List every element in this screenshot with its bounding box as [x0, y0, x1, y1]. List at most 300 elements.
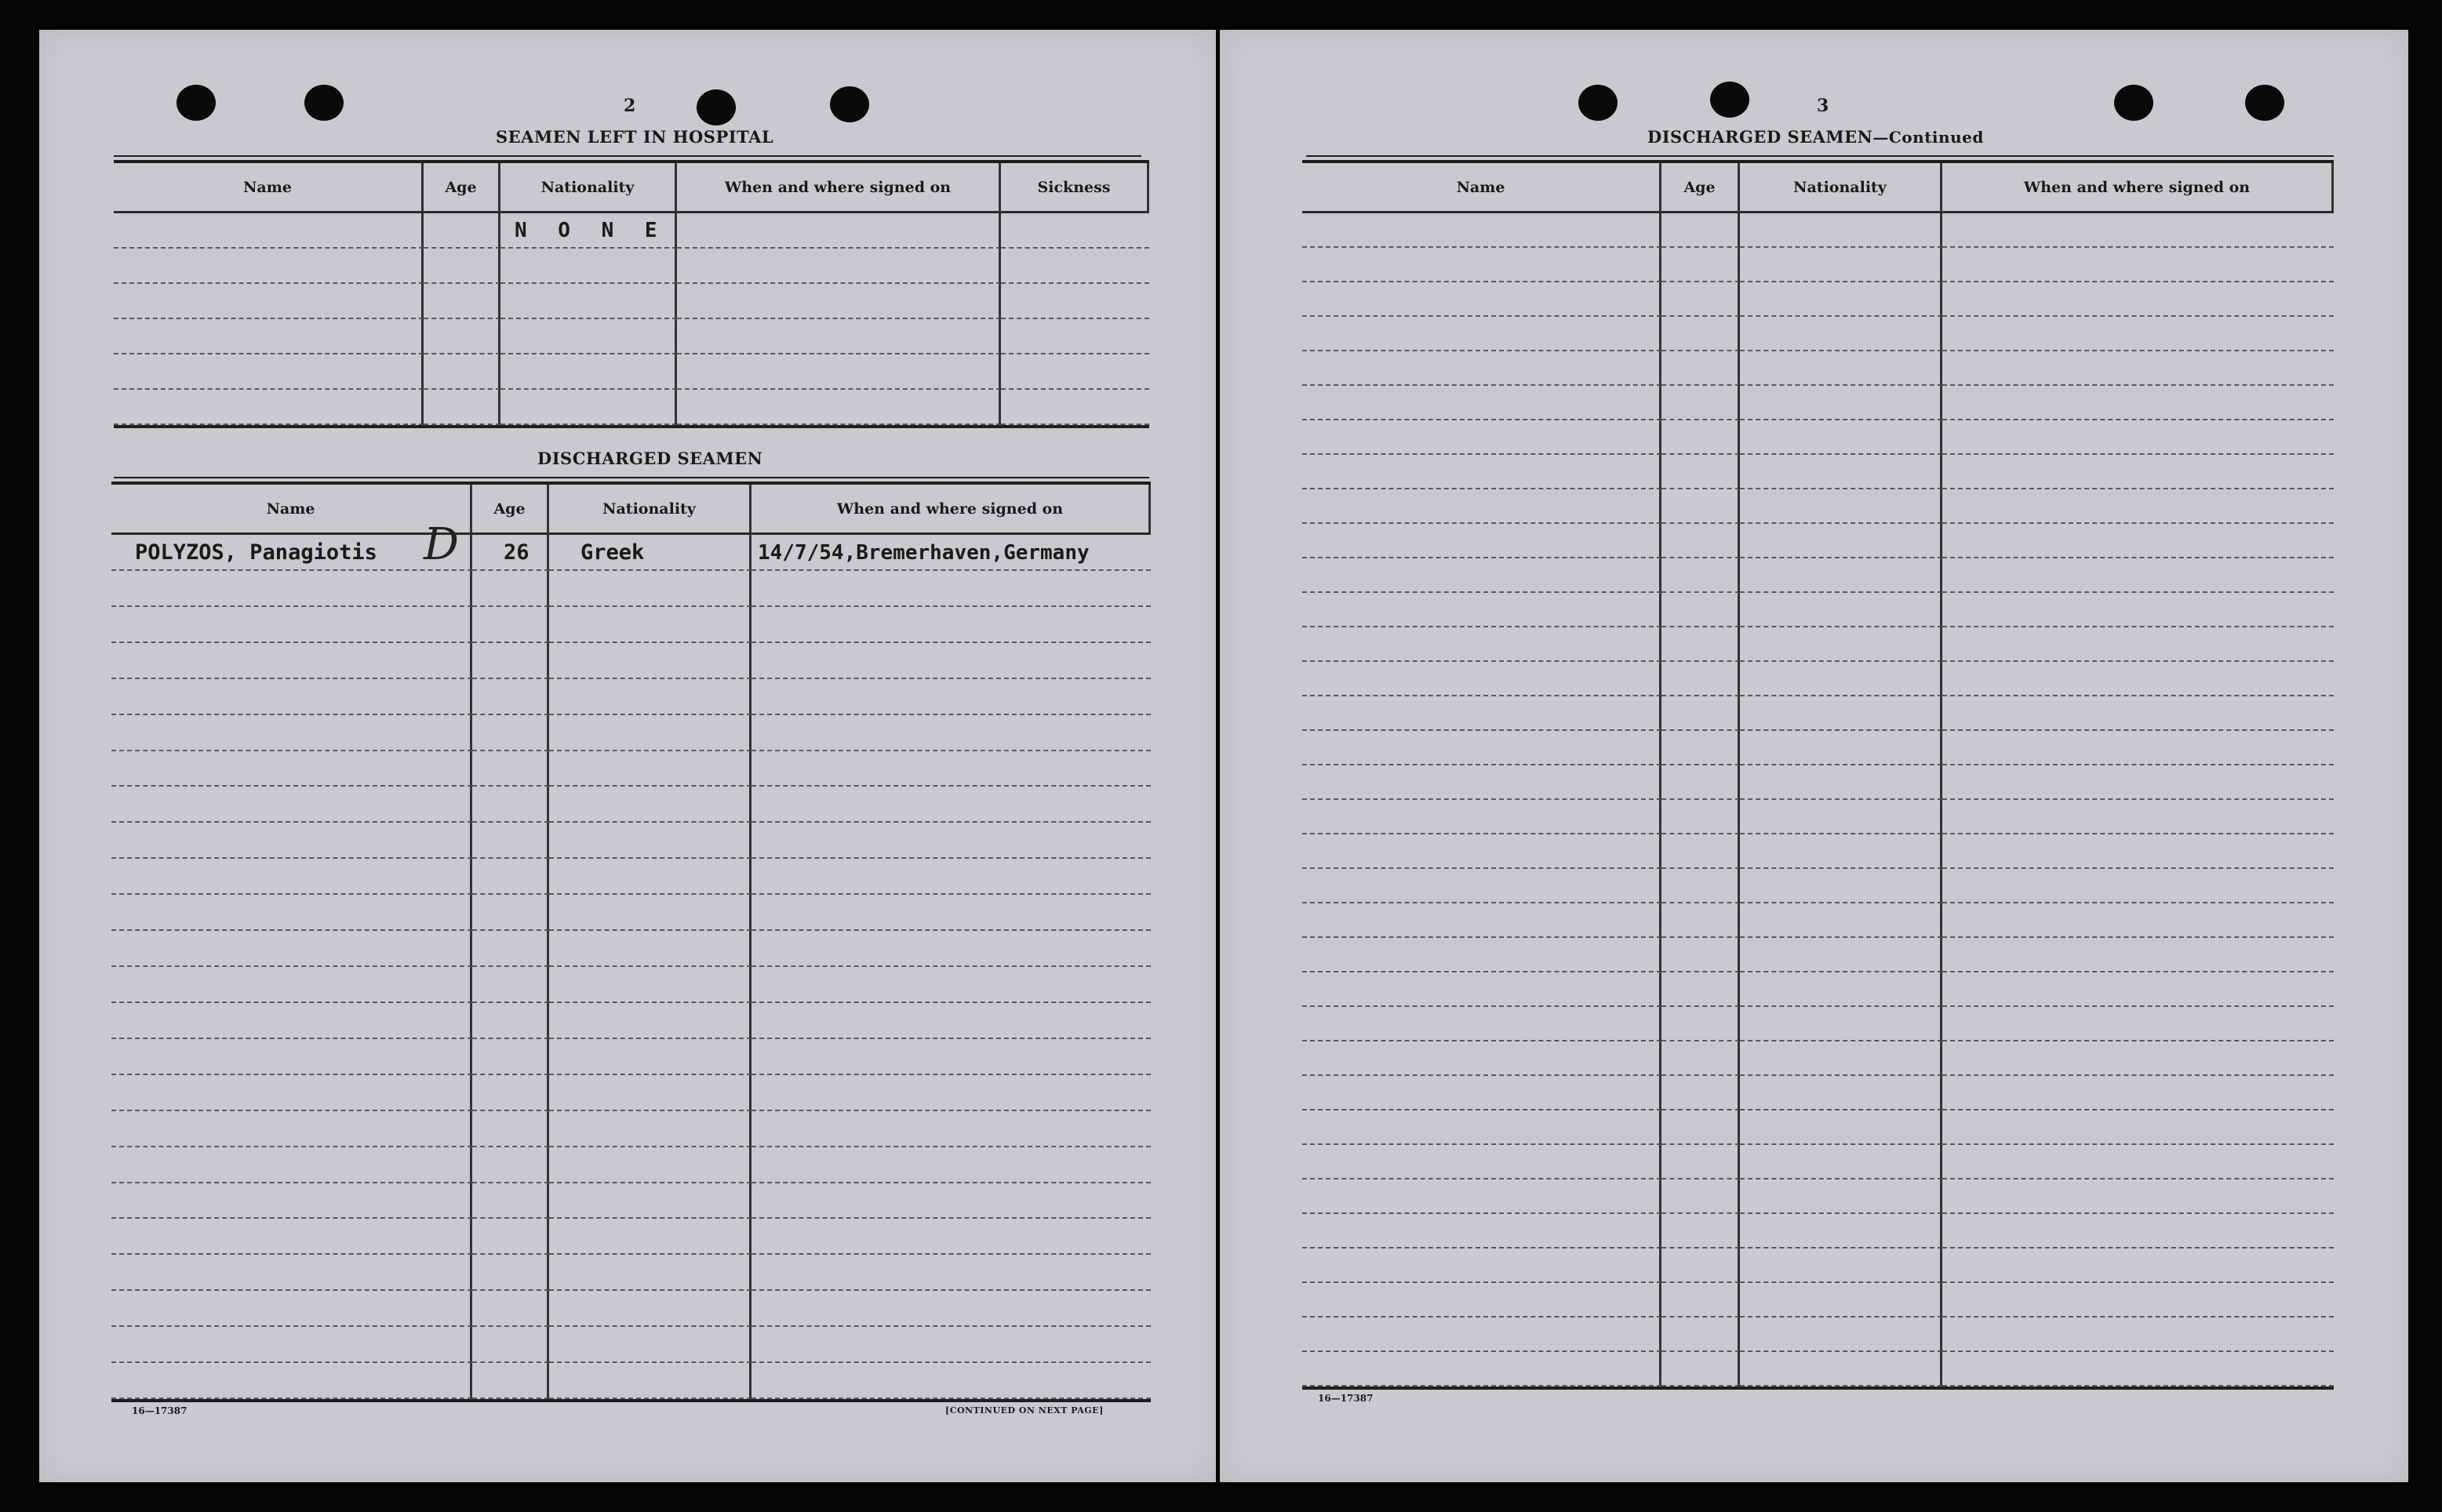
table-cell: [424, 390, 500, 425]
table-cell: [1302, 593, 1661, 627]
table-cell: [752, 1111, 1151, 1147]
seaman-signed-on: 14/7/54,Bremerhaven,Germany: [752, 535, 1151, 571]
table-cell: [752, 859, 1151, 895]
seaman-age: 26: [472, 535, 549, 571]
table-cell: [1942, 420, 2334, 455]
table-cell: [1740, 1283, 1942, 1318]
table-cell: [752, 787, 1151, 823]
table-cell: [1661, 317, 1740, 351]
table-cell: [1942, 1352, 2334, 1387]
table-cell: [549, 571, 752, 607]
table-cell: [1001, 354, 1149, 390]
table-cell: [1661, 1076, 1740, 1110]
table-cell: [1661, 524, 1740, 558]
table-cell: [111, 1075, 472, 1111]
table-cell: [1740, 558, 1942, 593]
table-cell: [472, 1075, 549, 1111]
table-cell: [1740, 593, 1942, 627]
table-cell: [472, 1219, 549, 1255]
table-cell: [1740, 627, 1942, 662]
table-cell: [1001, 390, 1149, 425]
table-cell: [1942, 1007, 2334, 1041]
table-cell: [1302, 627, 1661, 662]
table-cell: [1661, 627, 1740, 662]
table-cell: [549, 1003, 752, 1039]
table-cell: [1740, 317, 1942, 351]
table-cell: [114, 213, 424, 249]
table-cell: [1942, 1110, 2334, 1145]
discharged-continued-title: [1647, 127, 1984, 147]
handwritten-mark: D: [424, 519, 459, 570]
title-rule: [114, 155, 1141, 157]
table-cell: [424, 354, 500, 390]
table-cell: [1942, 558, 2334, 593]
table-cell: [472, 1255, 549, 1291]
table-cell: [1942, 1076, 2334, 1110]
table-cell: [472, 1147, 549, 1183]
table-cell: [752, 1039, 1151, 1075]
table-cell: [1942, 489, 2334, 524]
table-cell: [111, 931, 472, 967]
table-cell: [114, 249, 424, 284]
table-cell: [1740, 869, 1942, 903]
table-cell: [1942, 834, 2334, 869]
table-cell: [1942, 1145, 2334, 1179]
col-header-nationality: Nationality: [549, 485, 752, 535]
table-cell: [1740, 1352, 1942, 1387]
table-cell: [549, 751, 752, 787]
table-cell: [1740, 1145, 1942, 1179]
table-cell: [1942, 213, 2334, 248]
table-cell: [424, 319, 500, 354]
table-cell: [1942, 731, 2334, 765]
table-cell: [1302, 386, 1661, 420]
table-cell: [1661, 282, 1740, 317]
table-cell: [1740, 1318, 1942, 1352]
table-cell: [1942, 938, 2334, 972]
table-cell: [1661, 1214, 1740, 1248]
table-cell: [1302, 420, 1661, 455]
punch-hole: [1710, 82, 1749, 118]
form-code-right: 16—17387: [1318, 1393, 1374, 1404]
continued-note: [CONTINUED ON NEXT PAGE]: [945, 1405, 1104, 1416]
table-cell: [1740, 1110, 1942, 1145]
table-cell: [1302, 765, 1661, 800]
table-cell: [111, 823, 472, 859]
table-cell: [1740, 834, 1942, 869]
table-cell: [1740, 800, 1942, 834]
table-cell: [1740, 765, 1942, 800]
table-cell: [1302, 1214, 1661, 1248]
table-cell: [1661, 1248, 1740, 1283]
table-cell: [549, 1075, 752, 1111]
table-cell: [1740, 213, 1942, 248]
table-cell: [1740, 455, 1942, 489]
table-cell: [752, 1003, 1151, 1039]
table-cell: [1302, 972, 1661, 1007]
table-cell: [1942, 903, 2334, 938]
table-cell: [1302, 1007, 1661, 1041]
table-cell: [111, 1147, 472, 1183]
table-cell: [111, 1255, 472, 1291]
table-cell: [1740, 731, 1942, 765]
table-cell: [1302, 558, 1661, 593]
table-cell: [472, 1183, 549, 1219]
table-cell: [1942, 1283, 2334, 1318]
table-cell: [111, 1003, 472, 1039]
table-cell: [549, 1255, 752, 1291]
table-cell: [752, 571, 1151, 607]
table-cell: [111, 715, 472, 751]
table-cell: [1942, 765, 2334, 800]
table-cell: [549, 967, 752, 1003]
col-header-name: Name: [1302, 163, 1661, 213]
table-cell: [1740, 662, 1942, 696]
punch-hole: [1578, 85, 1618, 121]
table-cell: [1740, 1076, 1942, 1110]
table-cell: [1661, 1179, 1740, 1214]
table-cell: [1302, 1318, 1661, 1352]
col-header-name: Name: [111, 485, 472, 535]
discharged-table-right: [1302, 160, 2334, 1390]
table-cell: [472, 643, 549, 679]
hospital-table: [114, 160, 1149, 428]
table-cell: [111, 1219, 472, 1255]
table-cell: [1302, 1110, 1661, 1145]
table-cell: [549, 679, 752, 715]
table-cell: [549, 715, 752, 751]
table-cell: [1302, 1179, 1661, 1214]
table-cell: [752, 1183, 1151, 1219]
table-cell: [1740, 489, 1942, 524]
table-cell: [549, 1363, 752, 1399]
table-cell: [549, 1147, 752, 1183]
table-cell: [549, 1183, 752, 1219]
table-cell: [472, 1039, 549, 1075]
table-cell: [472, 571, 549, 607]
title-rule: [114, 477, 1149, 478]
table-cell: [1302, 800, 1661, 834]
table-cell: [1661, 489, 1740, 524]
table-cell: [752, 1291, 1151, 1327]
table-cell: [549, 931, 752, 967]
table-cell: [111, 1111, 472, 1147]
table-cell: [1302, 282, 1661, 317]
table-cell: [1740, 420, 1942, 455]
table-cell: [549, 1039, 752, 1075]
table-cell: [1302, 834, 1661, 869]
title-main: DISCHARGED SEAMEN: [1647, 127, 1873, 147]
table-cell: [1740, 386, 1942, 420]
col-header-sickness: Sickness: [1001, 163, 1149, 213]
table-cell: [1001, 284, 1149, 319]
title-rule: [1306, 155, 2334, 157]
discharged-section-title: DISCHARGED SEAMEN: [537, 449, 763, 468]
table-cell: [752, 967, 1151, 1003]
table-cell: [1740, 248, 1942, 282]
table-cell: [114, 319, 424, 354]
table-cell: [1942, 1041, 2334, 1076]
col-header-nationality: Nationality: [1740, 163, 1942, 213]
table-cell: [1661, 972, 1740, 1007]
table-cell: [1661, 731, 1740, 765]
col-header-nationality: Nationality: [500, 163, 677, 213]
table-cell: [1942, 1179, 2334, 1214]
table-cell: [472, 1291, 549, 1327]
table-cell: [1942, 282, 2334, 317]
table-cell: [677, 213, 1001, 249]
table-cell: [1661, 662, 1740, 696]
table-cell: [472, 751, 549, 787]
table-cell: [111, 1327, 472, 1363]
table-cell: [1302, 455, 1661, 489]
table-cell: [1942, 1248, 2334, 1283]
table-cell: [677, 390, 1001, 425]
table-cell: [1661, 938, 1740, 972]
table-cell: [1942, 1318, 2334, 1352]
table-cell: [111, 1363, 472, 1399]
table-cell: [500, 249, 677, 284]
table-cell: [1302, 903, 1661, 938]
table-cell: [752, 823, 1151, 859]
table-cell: [549, 1327, 752, 1363]
table-cell: [472, 859, 549, 895]
table-cell: [1740, 903, 1942, 938]
table-cell: [752, 895, 1151, 931]
table-cell: [114, 390, 424, 425]
table-cell: [1661, 455, 1740, 489]
table-cell: [472, 895, 549, 931]
table-cell: [1740, 1248, 1942, 1283]
table-cell: [752, 1363, 1151, 1399]
table-cell: [752, 1255, 1151, 1291]
table-cell: [1001, 249, 1149, 284]
table-cell: [549, 1291, 752, 1327]
table-cell: [1302, 938, 1661, 972]
table-cell: [111, 1183, 472, 1219]
none-entry: N O N E: [500, 213, 677, 249]
table-cell: [549, 895, 752, 931]
table-cell: [677, 284, 1001, 319]
table-cell: [424, 284, 500, 319]
table-cell: [752, 931, 1151, 967]
table-cell: [1302, 1283, 1661, 1318]
table-cell: [424, 213, 500, 249]
table-cell: [1740, 524, 1942, 558]
table-cell: [1740, 282, 1942, 317]
table-cell: [1942, 593, 2334, 627]
table-cell: [472, 823, 549, 859]
table-cell: [752, 1147, 1151, 1183]
hospital-section-title: SEAMEN LEFT IN HOSPITAL: [496, 127, 774, 147]
table-cell: [1302, 524, 1661, 558]
table-cell: [500, 390, 677, 425]
table-cell: [472, 1327, 549, 1363]
table-cell: [1302, 1145, 1661, 1179]
table-cell: [1302, 1248, 1661, 1283]
table-cell: [1740, 696, 1942, 731]
table-cell: [1661, 1007, 1740, 1041]
table-cell: [1661, 1145, 1740, 1179]
table-cell: [1740, 972, 1942, 1007]
table-cell: [752, 679, 1151, 715]
table-cell: [1942, 455, 2334, 489]
table-cell: [1740, 1179, 1942, 1214]
table-cell: [1942, 869, 2334, 903]
table-cell: [500, 284, 677, 319]
punch-hole: [830, 86, 869, 122]
table-cell: [1942, 351, 2334, 386]
table-cell: [1661, 558, 1740, 593]
col-header-name: Name: [114, 163, 424, 213]
table-cell: [1661, 593, 1740, 627]
table-cell: [111, 571, 472, 607]
table-cell: [111, 787, 472, 823]
table-cell: [1661, 800, 1740, 834]
col-header-age: Age: [472, 485, 549, 535]
table-cell: [1302, 351, 1661, 386]
table-cell: [1661, 248, 1740, 282]
table-cell: [1661, 1283, 1740, 1318]
table-cell: [1740, 351, 1942, 386]
punch-hole: [2245, 85, 2284, 121]
table-cell: [752, 643, 1151, 679]
table-cell: [1942, 627, 2334, 662]
table-cell: [472, 607, 549, 643]
punch-hole: [177, 85, 216, 121]
table-cell: [1661, 213, 1740, 248]
table-cell: [472, 679, 549, 715]
table-cell: [472, 967, 549, 1003]
table-cell: [1302, 731, 1661, 765]
table-cell: [472, 1363, 549, 1399]
seaman-nationality: Greek: [549, 535, 752, 571]
table-cell: [1661, 1318, 1740, 1352]
table-cell: [549, 823, 752, 859]
table-cell: [1302, 317, 1661, 351]
discharged-table-left: [111, 482, 1151, 1402]
page-number-left: 2: [624, 96, 636, 116]
table-cell: [1661, 1041, 1740, 1076]
table-cell: [1661, 869, 1740, 903]
table-cell: [111, 895, 472, 931]
table-cell: [1302, 1352, 1661, 1387]
table-cell: [500, 319, 677, 354]
table-cell: [752, 715, 1151, 751]
table-cell: [1942, 1214, 2334, 1248]
col-header-signed-on: When and where signed on: [1942, 163, 2334, 213]
table-cell: [1740, 1214, 1942, 1248]
table-cell: [111, 967, 472, 1003]
table-cell: [500, 354, 677, 390]
page-number-right: 3: [1817, 96, 1829, 116]
table-cell: [114, 354, 424, 390]
table-cell: [1661, 1110, 1740, 1145]
table-cell: [1661, 420, 1740, 455]
table-cell: [752, 1219, 1151, 1255]
punch-hole: [2114, 85, 2153, 121]
table-cell: [111, 1291, 472, 1327]
table-cell: [111, 679, 472, 715]
table-cell: [1942, 662, 2334, 696]
table-cell: [549, 859, 752, 895]
punch-hole: [697, 89, 736, 125]
table-cell: [1001, 213, 1149, 249]
seaman-name: POLYZOS, Panagiotis: [111, 535, 472, 571]
table-cell: [472, 787, 549, 823]
table-cell: [1661, 1352, 1740, 1387]
table-cell: [1302, 662, 1661, 696]
table-cell: [1942, 248, 2334, 282]
table-cell: [1302, 1076, 1661, 1110]
table-cell: [1942, 317, 2334, 351]
table-cell: [114, 284, 424, 319]
table-cell: [549, 1219, 752, 1255]
table-cell: [549, 643, 752, 679]
table-cell: [1661, 903, 1740, 938]
table-cell: [111, 751, 472, 787]
title-suffix: —Continued: [1872, 128, 1984, 147]
table-cell: [111, 607, 472, 643]
table-cell: [1942, 524, 2334, 558]
table-cell: [1661, 834, 1740, 869]
col-header-signed-on: When and where signed on: [752, 485, 1151, 535]
table-cell: [1302, 1041, 1661, 1076]
table-cell: [1661, 386, 1740, 420]
col-header-age: Age: [1661, 163, 1740, 213]
table-cell: [472, 1111, 549, 1147]
table-cell: [1942, 972, 2334, 1007]
table-cell: [549, 787, 752, 823]
table-cell: [752, 751, 1151, 787]
table-cell: [1302, 696, 1661, 731]
form-code-left: 16—17387: [132, 1405, 187, 1416]
table-cell: [677, 319, 1001, 354]
table-cell: [1661, 351, 1740, 386]
table-cell: [549, 607, 752, 643]
table-cell: [1661, 765, 1740, 800]
table-cell: [752, 1327, 1151, 1363]
table-cell: [752, 1075, 1151, 1111]
punch-hole: [304, 85, 344, 121]
table-cell: [1001, 319, 1149, 354]
table-cell: [472, 715, 549, 751]
table-cell: [111, 859, 472, 895]
table-cell: [1302, 248, 1661, 282]
table-cell: [472, 1003, 549, 1039]
table-cell: [1661, 696, 1740, 731]
table-cell: [1740, 1041, 1942, 1076]
col-header-age: Age: [424, 163, 500, 213]
table-cell: [1942, 386, 2334, 420]
table-cell: [677, 249, 1001, 284]
table-cell: [677, 354, 1001, 390]
table-cell: [111, 643, 472, 679]
table-cell: [1740, 1007, 1942, 1041]
table-cell: [1942, 696, 2334, 731]
table-cell: [1302, 213, 1661, 248]
table-cell: [549, 1111, 752, 1147]
table-cell: [472, 931, 549, 967]
table-cell: [1302, 869, 1661, 903]
col-header-signed-on: When and where signed on: [677, 163, 1001, 213]
table-cell: [111, 1039, 472, 1075]
table-cell: [424, 249, 500, 284]
table-cell: [752, 607, 1151, 643]
table-cell: [1302, 489, 1661, 524]
table-cell: [1740, 938, 1942, 972]
table-cell: [1942, 800, 2334, 834]
